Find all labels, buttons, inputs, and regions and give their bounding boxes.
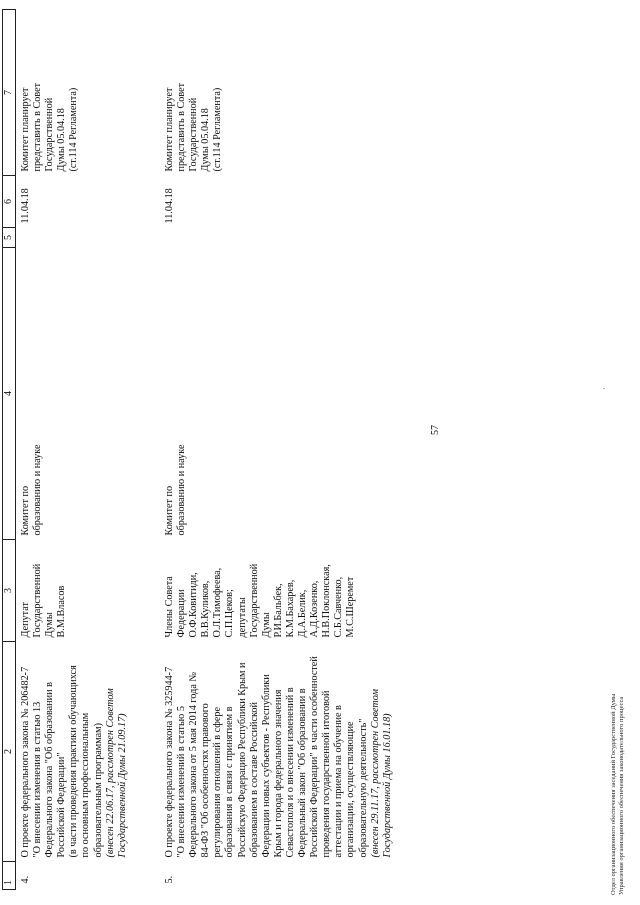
row-number: 5.: [164, 875, 175, 884]
committee-line: Комитет по: [164, 485, 175, 536]
description-line: Крым и города федерального значения: [272, 689, 284, 858]
description-note-line: (внесен 22.06.17, рассмотрен Советом: [104, 688, 116, 858]
description-line: образования в связи с принятием в: [224, 706, 236, 858]
initiator: [158, 540, 394, 642]
bill-description: [16, 642, 159, 862]
description-line: Севастополя и о внесении изменений в: [284, 687, 296, 858]
initiator-line: В.М.Власов: [56, 585, 68, 638]
footer-line: Отдел организационного обеспечения заседаний Государственной Думы: [610, 693, 617, 895]
column-5-cell: [16, 228, 159, 248]
initiator: [16, 540, 159, 642]
date-cell: 11.04.18: [20, 188, 31, 224]
initiator-line: Р.И.Бальбек,: [272, 583, 284, 638]
action-line: Думы 05.04.18: [56, 108, 68, 172]
description-line: аттестации и приема на обучение в: [333, 705, 345, 858]
initiator-line: Федерации: [176, 589, 188, 638]
description-line: Федерации новых субъектов - Республики: [260, 674, 272, 858]
initiator-line: В.В.Куликов,: [200, 580, 212, 638]
initiator-line: Депутат: [20, 602, 31, 638]
action-line: Государственной: [44, 97, 56, 172]
description-line: образовательную деятельность": [357, 718, 369, 858]
bills-table: [2, 9, 394, 890]
initiator-line: С.П.Цеков;: [224, 589, 236, 638]
description-line: Федеральный закон "Об образовании в: [297, 688, 309, 858]
description-line: образованием в составе Российской: [248, 702, 260, 858]
description-line: Федерального закона "Об образовании в: [44, 682, 56, 858]
description-line: регулирования отношений в сфере: [212, 707, 224, 858]
committee-line: образованию и науке: [32, 444, 44, 536]
description-line: Федерального закона от 5 мая 2014 года №: [188, 671, 200, 858]
description-line: "О внесении изменения в статью 13: [32, 701, 44, 858]
initiator-line: А.Д.Козенко,: [309, 580, 321, 638]
initiator-line: депутаты: [236, 597, 248, 638]
action-line: (ст.114 Регламента): [212, 87, 224, 172]
description-line: Российской Федерации" в части особенностей: [309, 656, 321, 858]
action-line: Комитет планирует: [164, 87, 175, 172]
column-header-4: 4: [3, 248, 16, 540]
column-5-cell: [158, 228, 394, 248]
initiator-line: Государственной: [248, 563, 260, 638]
action-line: представить в Совет: [176, 82, 188, 172]
column-header-2: 2: [3, 642, 16, 862]
action-line: Думы 05.04.18: [200, 108, 212, 172]
table-row: [158, 10, 394, 890]
date-cell: 11.04.18: [164, 188, 175, 224]
action-cell: [16, 10, 159, 176]
description-line: организации, осуществляющие: [345, 721, 357, 858]
initiator-line: Государственной: [32, 563, 44, 638]
initiator-line: Д.А.Белик,: [297, 589, 309, 638]
footer: [610, 395, 626, 895]
initiator-line: О.Л.Тимофеева,: [212, 567, 224, 638]
description-line: по основным профессиональным: [80, 712, 92, 858]
initiator-line: М.С.Шеремет: [345, 576, 357, 638]
description-line: (в части проведения практики обучающихся: [68, 665, 80, 858]
action-line: Государственной: [188, 97, 200, 172]
description-note-line: (внесен 29.11.17, рассмотрен Советом: [369, 689, 381, 858]
description-line: "О внесении изменений в статью 5: [176, 706, 188, 858]
column-header-6: 6: [3, 176, 16, 228]
table-row: [16, 10, 159, 890]
committee: [16, 248, 159, 540]
initiator-line: Думы: [260, 612, 272, 638]
description-line: образовательным программам): [92, 723, 104, 858]
page-number: 57: [430, 425, 441, 435]
committee-line: образованию и науке: [176, 444, 188, 536]
initiator-line: Члены Совета: [164, 576, 175, 638]
description-line: Российской Федерации": [56, 752, 68, 858]
table-header-row: [3, 10, 16, 890]
column-header-7: 7: [3, 10, 16, 176]
column-header-3: 3: [3, 540, 16, 642]
footer-line: Управления организационного обеспечения законодательного процесса: [618, 696, 625, 895]
initiator-line: Н.В.Поклонская,: [321, 564, 333, 638]
scan-speck: ·: [600, 387, 609, 390]
description-line: О проекте федерального закона № 325944-7: [164, 666, 175, 858]
action-cell: [158, 10, 394, 176]
description-line: проведения государственной итоговой: [321, 690, 333, 858]
action-line: (ст.114 Регламента): [68, 87, 80, 172]
bill-description: [158, 642, 394, 862]
initiator-line: К.М.Бахарев,: [284, 579, 296, 638]
row-number: 4.: [20, 875, 31, 884]
initiator-line: С.Б.Савченко,: [333, 576, 345, 638]
action-line: Комитет планирует: [20, 87, 31, 172]
column-header-5: 5: [3, 228, 16, 248]
action-line: представить в Совет: [32, 82, 44, 172]
description-note-line: Государственной Думы 21.09.17): [116, 713, 128, 858]
description-line: О проекте федерального закона № 206482-7: [20, 666, 31, 858]
initiator-line: О.Ф.Ковитиди,: [188, 572, 200, 638]
description-note-line: Государственной Думы 16.01.18): [381, 713, 393, 858]
initiator-line: Думы: [44, 612, 56, 638]
column-header-1: 1: [3, 862, 16, 890]
committee-line: Комитет по: [20, 485, 31, 536]
description-line: 84-ФЗ "Об особенностях правового: [200, 703, 212, 858]
committee: [158, 248, 394, 540]
description-line: Российскую Федерацию Республики Крым и: [236, 662, 248, 858]
